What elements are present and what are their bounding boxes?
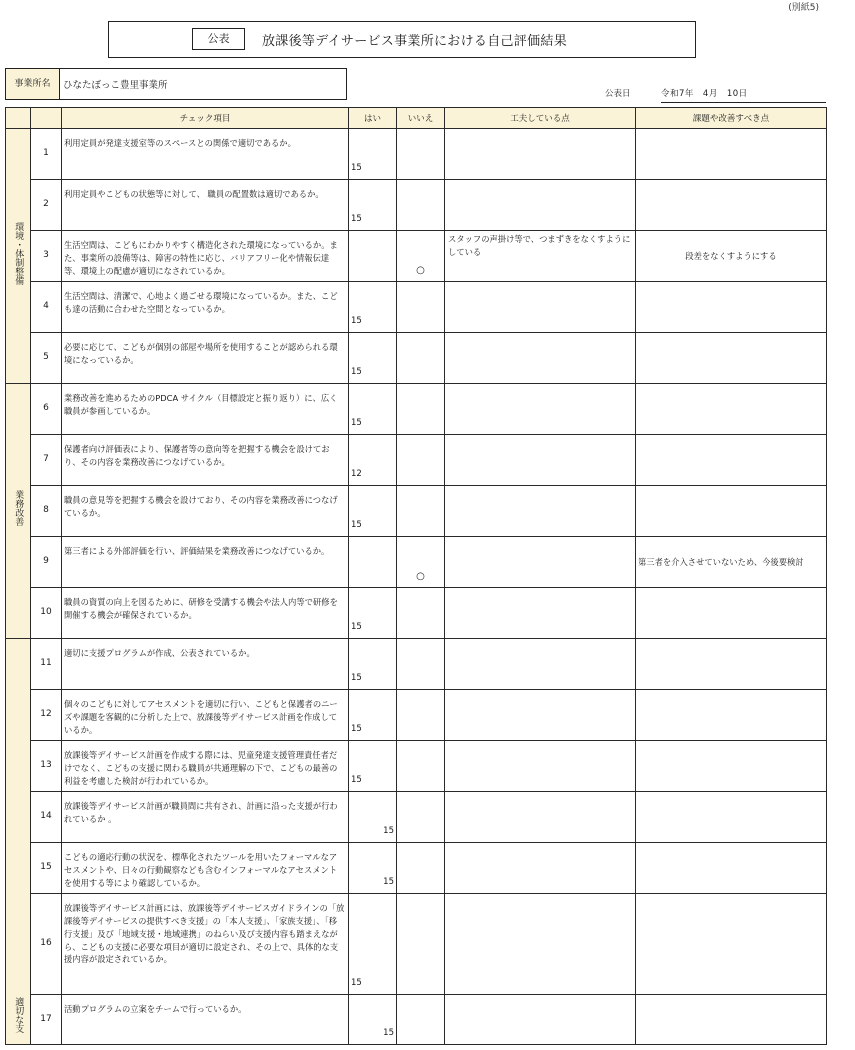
yes-count: 15 [349, 639, 397, 690]
effort-text: スタッフの声掛け等で、つまずきをなくすようにしている [445, 231, 636, 282]
row-number: 8 [31, 486, 62, 537]
no-mark [397, 435, 445, 486]
yes-count [349, 231, 397, 282]
effort-text [445, 792, 636, 843]
row-number: 9 [31, 537, 62, 588]
check-item-text: 職員の資質の向上を図るために、研修を受講する機会や法人内等で研修を開催する機会が確保されているか。 [62, 588, 349, 639]
effort-text [445, 843, 636, 894]
effort-text [445, 588, 636, 639]
effort-text [445, 333, 636, 384]
no-mark [397, 333, 445, 384]
issue-text [636, 792, 827, 843]
no-mark [397, 588, 445, 639]
publish-tag: 公表 [192, 28, 245, 50]
table-row [6, 792, 827, 843]
header-check-item: チェック項目 [62, 108, 349, 129]
issue-text: 第三者を介入させていないため、今後要検討 [636, 537, 827, 588]
yes-count: 15 [349, 180, 397, 231]
no-mark [397, 995, 445, 1045]
category-business-improvement [6, 384, 31, 639]
check-item-text: 業務改善を進めるためのPDCA サイクル（目標設定と振り返り）に、広く職員が参画しているか。 [62, 384, 349, 435]
yes-count: 15 [349, 843, 397, 894]
office-name-value: ひなたぼっこ豊里事業所 [59, 68, 347, 100]
category-appropriate-support [6, 639, 31, 1045]
yes-count: 15 [349, 741, 397, 792]
no-mark [397, 741, 445, 792]
check-item-text: 利用定員やこどもの状態等に対して、 職員の配置数は適切であるか。 [62, 180, 349, 231]
row-number: 1 [31, 129, 62, 180]
title-box [108, 21, 696, 58]
table-row [6, 384, 827, 435]
category-label: 環境・体制整備 [13, 221, 24, 285]
yes-count: 12 [349, 435, 397, 486]
row-number: 7 [31, 435, 62, 486]
table-row [6, 129, 827, 180]
table-row [6, 995, 827, 1045]
issue-text [636, 486, 827, 537]
no-mark [397, 384, 445, 435]
no-mark: ○ [397, 537, 445, 588]
effort-text [445, 180, 636, 231]
header-effort: 工夫している点 [445, 108, 636, 129]
issue-text: 段差をなくすようにする [636, 231, 827, 282]
check-item-text: こどもの適応行動の状況を、標準化されたツールを用いたフォーマルなアセスメントや、日々の行動観察なども含むインフォーマルなアセスメントを使用する等により確認しているか。 [62, 843, 349, 894]
check-item-text: 放課後等デイサービス計画には、放課後等デイサービスガイドラインの「放課後等デイサービスの提供すべき支援」の「本人支援」、「家族支援」、「移行支援」及び「地域支援・地域連携」のねらい及び支援内容も踏まえながら、こどもの支援に必要な項目が適切に設定され、その上で、具体的な支援内容が設定されているか。 [62, 894, 349, 995]
check-item-text: 放課後等デイサービス計画が職員間に共有され、計画に沿った支援が行われているか 。 [62, 792, 349, 843]
table-row [6, 741, 827, 792]
no-mark: ○ [397, 231, 445, 282]
effort-text [445, 384, 636, 435]
issue-text [636, 588, 827, 639]
publication-date-label: 公表日 [605, 89, 631, 99]
check-item-text: 適切に支援プログラムが作成、公表されているか。 [62, 639, 349, 690]
no-mark [397, 129, 445, 180]
row-number: 16 [31, 894, 62, 995]
yes-count: 15 [349, 384, 397, 435]
table-row [6, 537, 827, 588]
effort-text [445, 282, 636, 333]
table-row [6, 486, 827, 537]
check-item-text: 第三者による外部評価を行い、評価結果を業務改善につなげているか。 [62, 537, 349, 588]
row-number: 3 [31, 231, 62, 282]
table-row [6, 231, 827, 282]
no-mark [397, 639, 445, 690]
no-mark [397, 282, 445, 333]
check-item-text: 放課後等デイサービス計画を作成する際には、児童発達支援管理責任者だけでなく、こどもの支援に関わる職員が共通理解の下で、こどもの最善の利益を考慮した検討が行われているか。 [62, 741, 349, 792]
no-mark [397, 792, 445, 843]
page-title: 放課後等デイサービス事業所における自己評価結果 [262, 34, 567, 49]
table-row [6, 435, 827, 486]
row-number: 10 [31, 588, 62, 639]
table-row [6, 639, 827, 690]
self-evaluation-table [5, 107, 827, 1045]
issue-text [636, 690, 827, 741]
effort-text [445, 537, 636, 588]
check-item-text: 利用定員が発達支援室等のスペースとの関係で適切であるか。 [62, 129, 349, 180]
yes-count: 15 [349, 792, 397, 843]
issue-text [636, 129, 827, 180]
office-name-label: 事業所名 [5, 68, 60, 100]
row-number: 14 [31, 792, 62, 843]
yes-count: 15 [349, 129, 397, 180]
issue-text [636, 639, 827, 690]
row-number: 4 [31, 282, 62, 333]
check-item-text: 個々のこどもに対してアセスメントを適切に行い、こどもと保護者のニーズや課題を客観的に分析した上で、放課後等デイサービス計画を作成しているか。 [62, 690, 349, 741]
category-label: 業務改善 [13, 490, 24, 527]
yes-count: 15 [349, 690, 397, 741]
row-number: 13 [31, 741, 62, 792]
table-row [6, 333, 827, 384]
header-number [31, 108, 62, 129]
issue-text [636, 741, 827, 792]
effort-text [445, 435, 636, 486]
no-mark [397, 690, 445, 741]
table-row [6, 690, 827, 741]
issue-text [636, 843, 827, 894]
issue-text [636, 180, 827, 231]
table-row [6, 588, 827, 639]
table-row [6, 282, 827, 333]
issue-text [636, 894, 827, 995]
row-number: 17 [31, 995, 62, 1045]
table-row [6, 180, 827, 231]
yes-count: 15 [349, 588, 397, 639]
issue-text [636, 333, 827, 384]
header-category [6, 108, 31, 129]
no-mark [397, 486, 445, 537]
yes-count: 15 [349, 486, 397, 537]
row-number: 15 [31, 843, 62, 894]
effort-text [445, 486, 636, 537]
header-no: いいえ [397, 108, 445, 129]
effort-text [445, 129, 636, 180]
check-item-text: 生活空間は、こどもにわかりやすく構造化された環境になっているか。また、事業所の設備等は、障害の特性に応じ、バリアフリー化や情報伝達等、環境上の配慮が適切になされているか。 [62, 231, 349, 282]
no-mark [397, 180, 445, 231]
publication-date-value: 令和7年 4月 10日 [661, 87, 826, 103]
effort-text [445, 995, 636, 1045]
row-number: 5 [31, 333, 62, 384]
table-row [6, 843, 827, 894]
check-item-text: 必要に応じて、こどもが個別の部屋や場所を使用することが認められる環境になっているか。 [62, 333, 349, 384]
effort-text [445, 894, 636, 995]
check-item-text: 活動プログラムの立案をチームで行っているか。 [62, 995, 349, 1045]
issue-text [636, 435, 827, 486]
effort-text [445, 741, 636, 792]
effort-text [445, 639, 636, 690]
no-mark [397, 894, 445, 995]
check-item-text: 生活空間は、清潔で、心地よく過ごせる環境になっているか。また、こども達の活動に合わせた空間となっているか。 [62, 282, 349, 333]
header-yes: はい [349, 108, 397, 129]
check-item-text: 職員の意見等を把握する機会を設けており、その内容を業務改善につなげているか。 [62, 486, 349, 537]
yes-count: 15 [349, 995, 397, 1045]
row-number: 6 [31, 384, 62, 435]
yes-count: 15 [349, 333, 397, 384]
yes-count [349, 537, 397, 588]
table-row [6, 894, 827, 995]
category-environment [6, 129, 31, 384]
effort-text [445, 690, 636, 741]
issue-text [636, 995, 827, 1045]
no-mark [397, 843, 445, 894]
issue-text [636, 384, 827, 435]
header-issue: 課題や改善すべき点 [636, 108, 827, 129]
category-label: 適切な支 [13, 996, 24, 1033]
row-number: 11 [31, 639, 62, 690]
row-number: 2 [31, 180, 62, 231]
yes-count: 15 [349, 282, 397, 333]
check-item-text: 保護者向け評価表により、保護者等の意向等を把握する機会を設けており、その内容を業務改善につなげているか。 [62, 435, 349, 486]
annex-label: (別紙5) [788, 3, 819, 13]
row-number: 12 [31, 690, 62, 741]
table-header-row [6, 108, 827, 129]
yes-count: 15 [349, 894, 397, 995]
issue-text [636, 282, 827, 333]
